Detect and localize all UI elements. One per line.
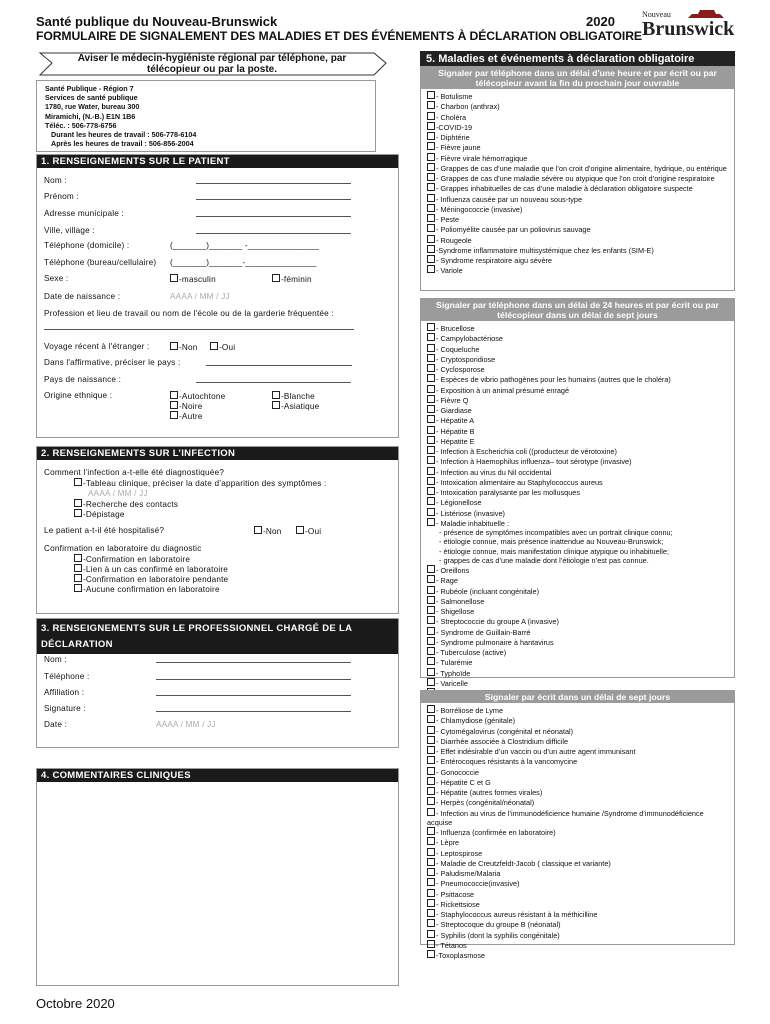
notice-line2: télécopieur ou par la poste.: [146, 64, 278, 75]
checkbox-icon: [427, 777, 435, 785]
checkbox-icon: [427, 878, 435, 886]
checkbox-icon: [427, 183, 435, 191]
disease-checkbox[interactable]: - Tétanos: [427, 940, 730, 950]
checkbox-voyage-non[interactable]: -Non: [170, 342, 198, 352]
checkbox-icon: [427, 596, 435, 604]
checkbox-icon: [74, 554, 82, 562]
checkbox-icon: [427, 586, 435, 594]
disease-checkbox[interactable]: - Oreillons: [427, 565, 730, 575]
disease-checkbox[interactable]: - Grappes inhabituelles de cas d’une maladie à déclaration obligatoire suspecte: [427, 183, 730, 193]
disease-subitem: - présence de symptômes incompatibles avec un portrait clinique connu;: [439, 528, 673, 537]
input-pro-affil[interactable]: [156, 695, 351, 696]
checkbox-icon: [296, 526, 304, 534]
disease-checkbox[interactable]: - Borréliose de Lyme: [427, 705, 730, 715]
input-prenom[interactable]: [196, 199, 351, 200]
checkbox-icon: [427, 214, 435, 222]
notice-banner: [36, 51, 388, 77]
disease-checkbox[interactable]: - Leptospirose: [427, 848, 730, 858]
checkbox-feminin[interactable]: -féminin: [272, 274, 312, 284]
input-nom[interactable]: [196, 183, 351, 184]
section-commentaires: [36, 768, 399, 986]
address-line: Miramichi, (N.-B.) E1N 1B6: [45, 111, 136, 121]
address-line: 1780, rue Water, bureau 300: [45, 102, 140, 112]
checkbox-icon: [427, 194, 435, 202]
disease-checkbox[interactable]: - Exposition à un animal présumé enragé: [427, 385, 730, 395]
label-tel-domicile: Téléphone (domicile) :: [44, 241, 130, 250]
checkbox-icon: [427, 173, 435, 181]
box-24-heures: [420, 298, 735, 688]
box-sept-jours-title: Signaler par écrit dans un délai de sept jours: [421, 691, 734, 703]
checkbox-depistage[interactable]: -Dépistage: [74, 509, 125, 519]
list-sept-jours: [421, 703, 734, 960]
box-une-heure-title: Signaler par téléphone dans un délai d'une heure et par écrit ou par télécopieur avant la fin du prochain jour ouvrable: [421, 67, 734, 89]
disease-subitem: - étiologie connue, mais présence inattendue au Nouveau-Brunswick;: [439, 537, 664, 547]
disease-checkbox[interactable]: - Brucellose: [427, 323, 730, 333]
label-pro-nom: Nom :: [44, 655, 67, 664]
checkbox-icon: [74, 499, 82, 507]
checkbox-icon: [427, 112, 435, 120]
disease-checkbox[interactable]: - Rage: [427, 575, 730, 585]
disease-checkbox[interactable]: - Infection à Haemophilus influenza– tout sérotype (invasive): [427, 456, 730, 466]
checkbox-icon: [427, 889, 435, 897]
label-pro-date: Date :: [44, 720, 68, 729]
disease-checkbox[interactable]: - Hépatite C et G: [427, 777, 730, 787]
footer-date: Octobre 2020: [36, 996, 115, 1011]
logo-main-text: Brunswick: [642, 18, 735, 40]
checkbox-icon: [427, 467, 435, 475]
disease-checkbox[interactable]: - Listériose (invasive): [427, 508, 730, 518]
disease-checkbox[interactable]: - Intoxication alimentaire au Staphylococcus aureus: [427, 477, 730, 487]
label-pro-tel: Téléphone :: [44, 672, 90, 681]
disease-checkbox[interactable]: - Tularémie: [427, 657, 730, 667]
checkbox-icon: [74, 584, 82, 592]
disease-checkbox[interactable]: - Influenza causée par un nouveau sous-type: [427, 194, 730, 204]
checkbox-icon: [170, 391, 178, 399]
checkbox-icon: [427, 657, 435, 665]
checkbox-icon: [427, 245, 435, 253]
disease-checkbox[interactable]: - Syndrome respiratoire aigu sévère: [427, 255, 730, 265]
checkbox-icon: [254, 526, 262, 534]
disease-checkbox[interactable]: - Hépatite A: [427, 415, 730, 425]
disease-checkbox[interactable]: - Grappes de cas d’une maladie que l’on croit d’origine alimentaire, hydrique, ou entérique: [427, 163, 730, 173]
checkbox-asiatique[interactable]: -Asiatique: [272, 401, 319, 411]
disease-checkbox[interactable]: - Chlamydiose (génitale): [427, 715, 730, 725]
checkbox-icon: [427, 385, 435, 393]
checkbox-icon: [74, 574, 82, 582]
disease-checkbox[interactable]: - Paludisme/Malaria: [427, 868, 730, 878]
checkbox-icon: [427, 426, 435, 434]
checkbox-icon: [427, 163, 435, 171]
checkbox-icon: [427, 395, 435, 403]
checkbox-icon: [427, 909, 435, 917]
checkbox-icon: [427, 848, 435, 856]
disease-checkbox[interactable]: - Peste: [427, 214, 730, 224]
checkbox-hosp-oui[interactable]: -Oui: [296, 526, 321, 536]
checkbox-icon: [427, 91, 435, 99]
disease-checkbox[interactable]: - Grappes de cas d’une maladie sévère ou atypique que l’on croit d’origine respiratoire: [427, 173, 730, 183]
checkbox-icon: [427, 132, 435, 140]
disease-checkbox[interactable]: -Toxoplasmose: [427, 950, 730, 960]
checkbox-blanche[interactable]: -Blanche: [272, 391, 315, 401]
disease-checkbox[interactable]: - Cryptosporidiose: [427, 354, 730, 364]
address-line: Téléc. : 506-778-6756: [45, 120, 117, 130]
disease-checkbox[interactable]: - Choléra: [427, 112, 730, 122]
checkbox-icon: [427, 930, 435, 938]
disease-checkbox[interactable]: - Streptocoque du groupe B (néonatal): [427, 919, 730, 929]
disease-checkbox[interactable]: - Tuberculose (active): [427, 647, 730, 657]
checkbox-icon: [427, 808, 435, 816]
address-line: Durant les heures de travail : 506-778-6104: [51, 130, 197, 140]
disease-checkbox[interactable]: - Charbon (anthrax): [427, 101, 730, 111]
disease-checkbox[interactable]: - Fièvre Q: [427, 395, 730, 405]
disease-checkbox[interactable]: - Infection au virus du Nil occidental: [427, 467, 730, 477]
checkbox-icon: [170, 411, 178, 419]
input-pro-signature[interactable]: [156, 711, 351, 712]
checkbox-icon: [427, 668, 435, 676]
label-affirmative: Dans l'affirmative, préciser le pays :: [44, 358, 181, 367]
form-year: 2020: [586, 14, 615, 29]
checkbox-icon: [427, 705, 435, 713]
checkbox-icon: [74, 509, 82, 517]
checkbox-icon: [427, 647, 435, 655]
section-patient-title: 1. RENSEIGNEMENTS SUR LE PATIENT: [37, 155, 398, 168]
label-origine: Origine ethnique :: [44, 391, 113, 400]
disease-checkbox[interactable]: - Botulisme: [427, 91, 730, 101]
box-24-heures-title: Signaler par téléphone dans un délai de 24 heures et par écrit ou par télécopieur dans un délai de sept jours: [421, 299, 734, 321]
label-diagnostic: Comment l’infection a-t-elle été diagnostiquée?: [44, 468, 225, 477]
checkbox-icon: [427, 477, 435, 485]
address-line: Santé Publique - Région 7: [45, 84, 134, 93]
checkbox-icon: [427, 746, 435, 754]
address-line: Après les heures de travail : 506-856-2004: [51, 139, 194, 149]
disease-checkbox[interactable]: - Variole: [427, 265, 730, 275]
label-adresse: Adresse municipale :: [44, 209, 124, 218]
input-naissance[interactable]: AAAA / MM / JJ: [170, 292, 230, 301]
address-line: Services de santé publique: [45, 93, 138, 103]
box-une-heure: [420, 66, 735, 291]
checkbox-icon: [427, 354, 435, 362]
checkbox-icon: [427, 255, 435, 263]
disease-checkbox[interactable]: - Lèpre: [427, 837, 730, 847]
label-hospitalise: Le patient a-t-il été hospitalisé?: [44, 526, 165, 535]
checkbox-icon: [427, 224, 435, 232]
disease-checkbox[interactable]: - Typhoïde: [427, 668, 730, 678]
disease-checkbox[interactable]: - Gonococcie: [427, 767, 730, 777]
checkbox-icon: [427, 736, 435, 744]
disease-checkbox[interactable]: - Effet indésirable d’un vaccin ou d’un autre agent immunisant: [427, 746, 730, 756]
disease-checkbox[interactable]: - Streptococcie du groupe A (invasive): [427, 616, 730, 626]
disease-checkbox[interactable]: - Légionellose: [427, 497, 730, 507]
checkbox-icon: [427, 950, 435, 958]
disease-checkbox[interactable]: - Syphilis (dont la syphilis congénitale): [427, 930, 730, 940]
disease-checkbox[interactable]: - Rubéole (incluant congénitale): [427, 586, 730, 596]
checkbox-icon: [427, 374, 435, 382]
checkbox-icon: [427, 344, 435, 352]
checkbox-icon: [272, 391, 280, 399]
disease-checkbox[interactable]: - Hépatite E: [427, 436, 730, 446]
input-pro-tel[interactable]: [156, 679, 351, 680]
disease-checkbox[interactable]: - Shigellose: [427, 606, 730, 616]
disease-checkbox[interactable]: - Psittacose: [427, 889, 730, 899]
checkbox-icon: [427, 837, 435, 845]
comments-area[interactable]: [37, 783, 398, 985]
disease-checkbox[interactable]: - Fièvre virale hémorragique: [427, 153, 730, 163]
checkbox-conf-pendante[interactable]: -Confirmation en laboratoire pendante: [74, 574, 228, 584]
checkbox-icon: [427, 153, 435, 161]
section-commentaires-title: 4. COMMENTAIRES CLINIQUES: [37, 769, 398, 782]
label-naissance: Date de naissance :: [44, 292, 121, 301]
disease-checkbox[interactable]: - Salmonellose: [427, 596, 730, 606]
checkbox-icon: [427, 415, 435, 423]
checkbox-icon: [427, 122, 435, 130]
checkbox-icon: [427, 715, 435, 723]
disease-checkbox[interactable]: - Coqueluche: [427, 344, 730, 354]
checkbox-icon: [170, 401, 178, 409]
checkbox-icon: [170, 342, 178, 350]
checkbox-icon: [427, 858, 435, 866]
checkbox-masculin[interactable]: -masculin: [170, 274, 216, 284]
input-tel-bureau[interactable]: (_______)_______-_______________: [170, 258, 317, 267]
checkbox-icon: [427, 827, 435, 835]
label-confirmation: Confirmation en laboratoire du diagnostic: [44, 544, 202, 553]
input-pays-voyage[interactable]: [206, 365, 352, 366]
disease-checkbox[interactable]: - Diphtérie: [427, 132, 730, 142]
checkbox-icon: [427, 678, 435, 686]
checkbox-icon: [427, 616, 435, 624]
disease-checkbox[interactable]: - Cyclosporose: [427, 364, 730, 374]
disease-subitem: - grappes de cas d’une maladie dont l’étiologie n’est pas connue.: [439, 555, 649, 565]
checkbox-icon: [427, 726, 435, 734]
checkbox-hosp-non[interactable]: -Non: [254, 526, 282, 536]
checkbox-icon: [427, 364, 435, 372]
section-maladies-title: 5. Maladies et événements à déclaration obligatoire: [420, 51, 735, 67]
disease-checkbox[interactable]: - Cytomégalovirus (congénital et néonatal): [427, 726, 730, 736]
label-ville: Ville, village :: [44, 226, 95, 235]
checkbox-icon: [427, 487, 435, 495]
disease-checkbox[interactable]: - Hépatite (autres formes virales): [427, 787, 730, 797]
label-sexe: Sexe :: [44, 274, 69, 283]
disease-checkbox[interactable]: - Varicelle: [427, 678, 730, 688]
disease-subitem: - étiologie connue, mais manifestation clinique atypique ou inhabituelle;: [439, 546, 669, 556]
checkbox-icon: [170, 274, 178, 282]
disease-checkbox[interactable]: - Rickettsiose: [427, 899, 730, 909]
checkbox-icon: [427, 637, 435, 645]
checkbox-icon: [272, 274, 280, 282]
box-sept-jours: [420, 690, 735, 960]
disease-checkbox[interactable]: - Influenza (confirmée en laboratoire): [427, 827, 730, 837]
address-box: [36, 80, 376, 152]
checkbox-icon: [427, 497, 435, 505]
checkbox-icon: [427, 101, 435, 109]
checkbox-icon: [427, 518, 435, 526]
disease-checkbox[interactable]: - Fièvre jaune: [427, 142, 730, 152]
checkbox-autre[interactable]: -Autre: [170, 411, 203, 421]
input-date-symptomes[interactable]: AAAA / MM / JJ: [88, 489, 148, 498]
checkbox-icon: [427, 919, 435, 927]
disease-checkbox[interactable]: - Campylobactériose: [427, 333, 730, 343]
notice-line1: Aviser le médecin-hygiéniste régional par téléphone, par: [77, 53, 347, 64]
checkbox-lien-cas[interactable]: -Lien à un cas confirmé en laboratoire: [74, 564, 228, 574]
disease-checkbox[interactable]: - Herpès (congénital/néonatal): [427, 797, 730, 807]
checkbox-icon: [427, 575, 435, 583]
section-professionnel-title: 3. RENSEIGNEMENTS SUR LE PROFESSIONNEL CHARGÉ DE LA DÉCLARATION: [37, 619, 398, 654]
disease-checkbox[interactable]: - Rougeole: [427, 235, 730, 245]
disease-checkbox[interactable]: - Pneumococcie(invasive): [427, 878, 730, 888]
label-pro-signature: Signature :: [44, 704, 86, 713]
disease-checkbox[interactable]: - Syndrome de Guillain-Barré: [427, 627, 730, 637]
checkbox-recherche-contacts[interactable]: -Recherche des contacts: [74, 499, 178, 509]
checkbox-icon: [74, 564, 82, 572]
checkbox-icon: [427, 899, 435, 907]
label-tel-bureau: Téléphone (bureau/cellulaire): [44, 258, 157, 267]
disease-checkbox[interactable]: - Intoxication paralysante par les mollusques: [427, 487, 730, 497]
label-profession: Profession et lieu de travail ou nom de l'école ou de la garderie fréquentée :: [44, 309, 334, 318]
checkbox-icon: [427, 142, 435, 150]
input-pro-nom[interactable]: [156, 662, 351, 663]
checkbox-aucune-conf[interactable]: -Aucune confirmation en laboratoire: [74, 584, 220, 594]
checkbox-tableau-clinique[interactable]: -Tableau clinique, préciser la date d’apparition des symptômes :: [74, 478, 327, 488]
input-pays-naissance[interactable]: [196, 382, 351, 383]
label-prenom: Prénom :: [44, 192, 79, 201]
list-une-heure: [421, 89, 734, 276]
checkbox-icon: [427, 405, 435, 413]
disease-checkbox[interactable]: - Poliomyélite causée par un poliovirus sauvage: [427, 224, 730, 234]
form-title: FORMULAIRE DE SIGNALEMENT DES MALADIES ET DES ÉVÉNEMENTS À DÉCLARATION OBLIGATOIRE: [36, 29, 642, 43]
checkbox-icon: [427, 565, 435, 573]
checkbox-icon: [427, 756, 435, 764]
disease-checkbox[interactable]: - Hépatite B: [427, 426, 730, 436]
checkbox-icon: [427, 204, 435, 212]
checkbox-icon: [427, 787, 435, 795]
checkbox-icon: [427, 940, 435, 948]
disease-checkbox[interactable]: - Maladie inhabituelle :: [427, 518, 730, 528]
label-pays-naissance: Pays de naissance :: [44, 375, 122, 384]
checkbox-icon: [427, 235, 435, 243]
checkbox-icon: [427, 508, 435, 516]
checkbox-icon: [427, 797, 435, 805]
label-voyage: Voyage récent à l'étranger :: [44, 342, 150, 351]
disease-checkbox[interactable]: - Diarrhée associée à Clostridium difficile: [427, 736, 730, 746]
label-pro-affil: Affiliation :: [44, 688, 85, 697]
disease-checkbox[interactable]: - Maladie de Creutzfeldt-Jacob ( classique et variante): [427, 858, 730, 868]
disease-checkbox[interactable]: - Espèces de vibrio pathogènes pour les humains (autres que le choléra): [427, 374, 730, 384]
input-profession[interactable]: [44, 329, 354, 330]
disease-checkbox[interactable]: - Syndrome pulmonaire à hantavirus: [427, 637, 730, 647]
nb-logo: [642, 8, 734, 44]
input-adresse[interactable]: [196, 216, 351, 217]
checkbox-icon: [427, 265, 435, 273]
form-organization: Santé publique du Nouveau-Brunswick: [36, 14, 278, 29]
disease-checkbox[interactable]: - Staphylococcus aureus résistant à la méthicilline: [427, 909, 730, 919]
checkbox-icon: [74, 478, 82, 486]
disease-checkbox[interactable]: - Entérocoques résistants à la vancomycine: [427, 756, 730, 766]
checkbox-icon: [427, 767, 435, 775]
checkbox-noire[interactable]: -Noire: [170, 401, 203, 411]
disease-checkbox[interactable]: - Infection à Escherichia coli ((producteur de vérotoxine): [427, 446, 730, 456]
section-professionnel: [36, 618, 399, 748]
section-infection-title: 2. RENSEIGNEMENTS SUR L’INFECTION: [37, 447, 398, 460]
checkbox-icon: [272, 401, 280, 409]
disease-checkbox[interactable]: -Syndrome inflammatoire multisystémique chez les enfants (SIM-E): [427, 245, 730, 255]
checkbox-icon: [427, 627, 435, 635]
checkbox-icon: [427, 333, 435, 341]
disease-checkbox[interactable]: - Giardiase: [427, 405, 730, 415]
checkbox-voyage-oui[interactable]: -Oui: [210, 342, 235, 352]
input-tel-domicile[interactable]: (_______)_______ -_______________: [170, 241, 320, 250]
checkbox-icon: [427, 868, 435, 876]
label-nom: Nom :: [44, 176, 67, 185]
checkbox-icon: [427, 323, 435, 331]
checkbox-icon: [427, 436, 435, 444]
checkbox-icon: [427, 446, 435, 454]
input-pro-date[interactable]: AAAA / MM / JJ: [156, 720, 216, 729]
checkbox-conf-labo[interactable]: -Confirmation en laboratoire: [74, 554, 190, 564]
checkbox-autochtone[interactable]: -Autochtone: [170, 391, 225, 401]
disease-checkbox[interactable]: - Infection au virus de l’immunodéficience humaine /Syndrome d’immunodéficience acquise: [427, 808, 704, 827]
checkbox-icon: [427, 606, 435, 614]
checkbox-icon: [427, 456, 435, 464]
disease-checkbox[interactable]: -COVID-19: [427, 122, 730, 132]
list-24-heures: [421, 321, 734, 698]
logo-top-text: Nouveau: [642, 10, 671, 19]
input-ville[interactable]: [196, 233, 351, 234]
checkbox-icon: [210, 342, 218, 350]
disease-checkbox[interactable]: - Méningococcie (invasive): [427, 204, 730, 214]
